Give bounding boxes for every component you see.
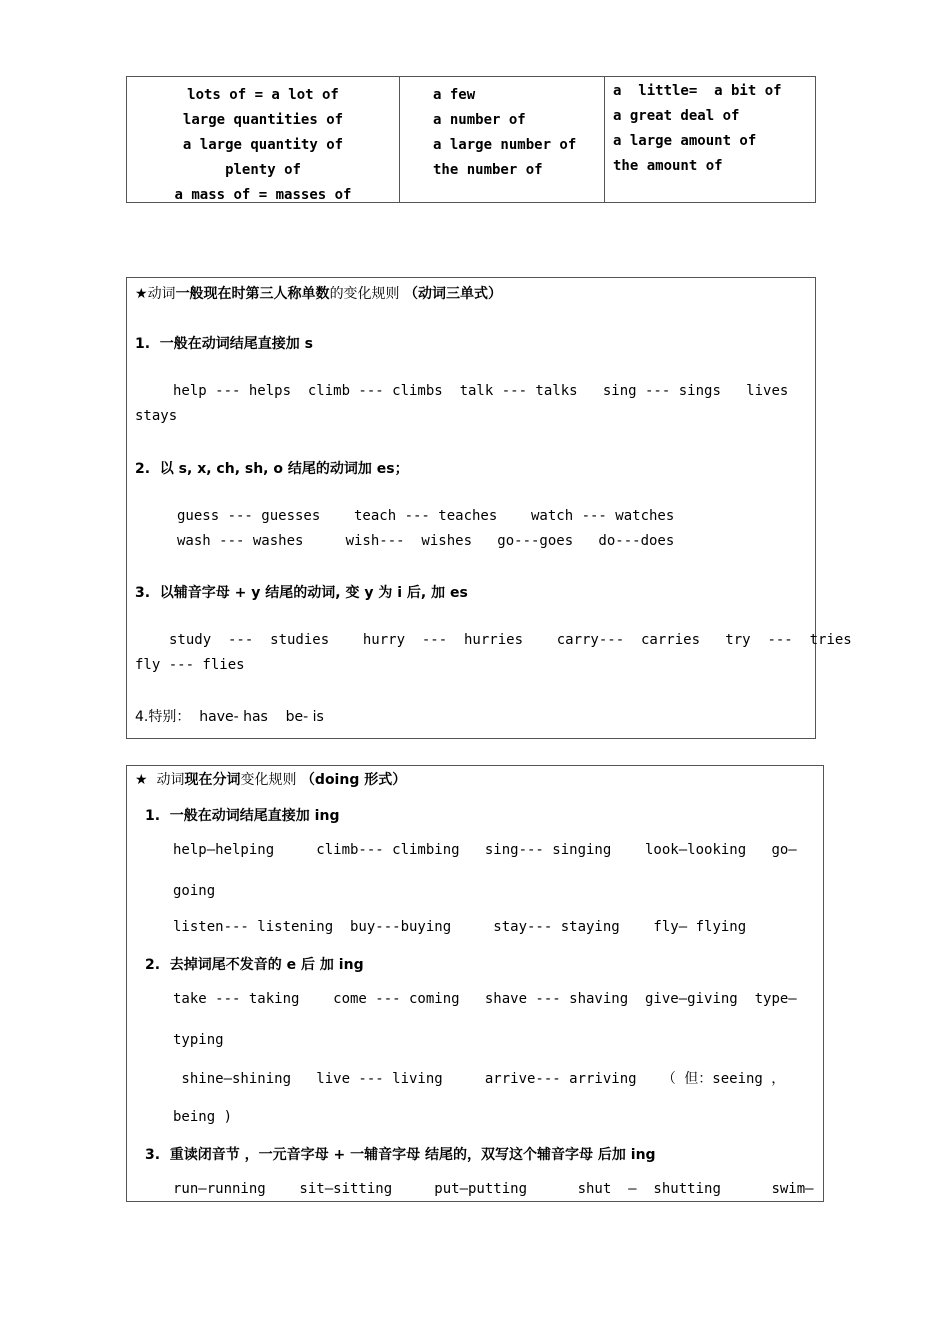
phrase-item: lots of = a lot of xyxy=(187,87,339,103)
phrase-item: a few xyxy=(433,87,476,103)
third-person-singular-box xyxy=(126,277,852,739)
example-line: wash --- washes wish--- wishes go---goes do---does xyxy=(177,533,675,549)
rule-heading: 4.特别： have- has be- is xyxy=(135,709,324,725)
example-line: run—running sit—sitting put—putting shut – shutting swim— xyxy=(173,1181,814,1197)
phrase-item: a large number of xyxy=(433,137,577,153)
phrase-item: a number of xyxy=(433,112,526,128)
example-line: help—helping climb--- climbing sing--- singing look—looking go— xyxy=(173,842,797,858)
phrase-item: a mass of = masses of xyxy=(174,187,352,203)
example-line: study --- studies hurry --- hurries carry--- carries try --- tries xyxy=(169,632,852,648)
rule-heading: 3. 重读闭音节 ，一元音字母 + 一辅音字母 结尾的，双写这个辅音字母 后加 ing xyxy=(145,1147,656,1163)
phrase-item: the amount of xyxy=(613,158,723,174)
present-participle-box xyxy=(126,765,824,1202)
phrase-item: the number of xyxy=(433,162,543,178)
rule-heading: 2. 以 s, x, ch, sh, o 结尾的动词加 es； xyxy=(135,461,409,477)
rule-heading: 2. 去掉词尾不发音的 e 后 加 ing xyxy=(145,957,364,973)
example-line: guess --- guesses teach --- teaches watch --- watches xyxy=(177,508,675,524)
rule-heading: 1. 一般在动词结尾直接加 s xyxy=(135,336,314,352)
example-line: fly --- flies xyxy=(135,657,245,673)
example-line: going xyxy=(173,883,216,899)
example-line: shine—shining live --- living arrive--- arriving （ 但：seeing ， xyxy=(173,1071,786,1087)
section-title: ★ 动词现在分词变化规则 （doing 形式） xyxy=(135,772,407,788)
countable-uncountable-column xyxy=(127,77,400,202)
example-line: stays xyxy=(135,408,178,424)
example-line: listen--- listening buy---buying stay--- staying fly— flying xyxy=(173,919,747,935)
quantity-phrase-table xyxy=(126,76,816,203)
countable-column xyxy=(400,77,605,202)
star-icon: ★ xyxy=(135,286,148,302)
rule-heading: 3. 以辅音字母 + y 结尾的动词, 变 y 为 i 后, 加 es xyxy=(135,585,468,601)
phrase-item: large quantities of xyxy=(182,112,344,128)
phrase-item: plenty of xyxy=(225,162,301,178)
example-line: being ) xyxy=(173,1109,233,1125)
uncountable-column xyxy=(605,77,815,202)
phrase-item: a little= a bit of xyxy=(613,83,782,99)
phrase-item: a large amount of xyxy=(613,133,757,149)
section-title: ★动词一般现在时第三人称单数的变化规则 （动词三单式） xyxy=(135,286,503,302)
star-icon: ★ xyxy=(135,772,148,788)
example-line: typing xyxy=(173,1032,224,1048)
phrase-item: a great deal of xyxy=(613,108,740,124)
example-line: help --- helps climb --- climbs talk --- talks sing --- sings lives xyxy=(173,383,789,399)
rule-heading: 1. 一般在动词结尾直接加 ing xyxy=(145,808,340,824)
phrase-item: a large quantity of xyxy=(182,137,344,153)
example-line: take --- taking come --- coming shave --- shaving give—giving type— xyxy=(173,991,797,1007)
